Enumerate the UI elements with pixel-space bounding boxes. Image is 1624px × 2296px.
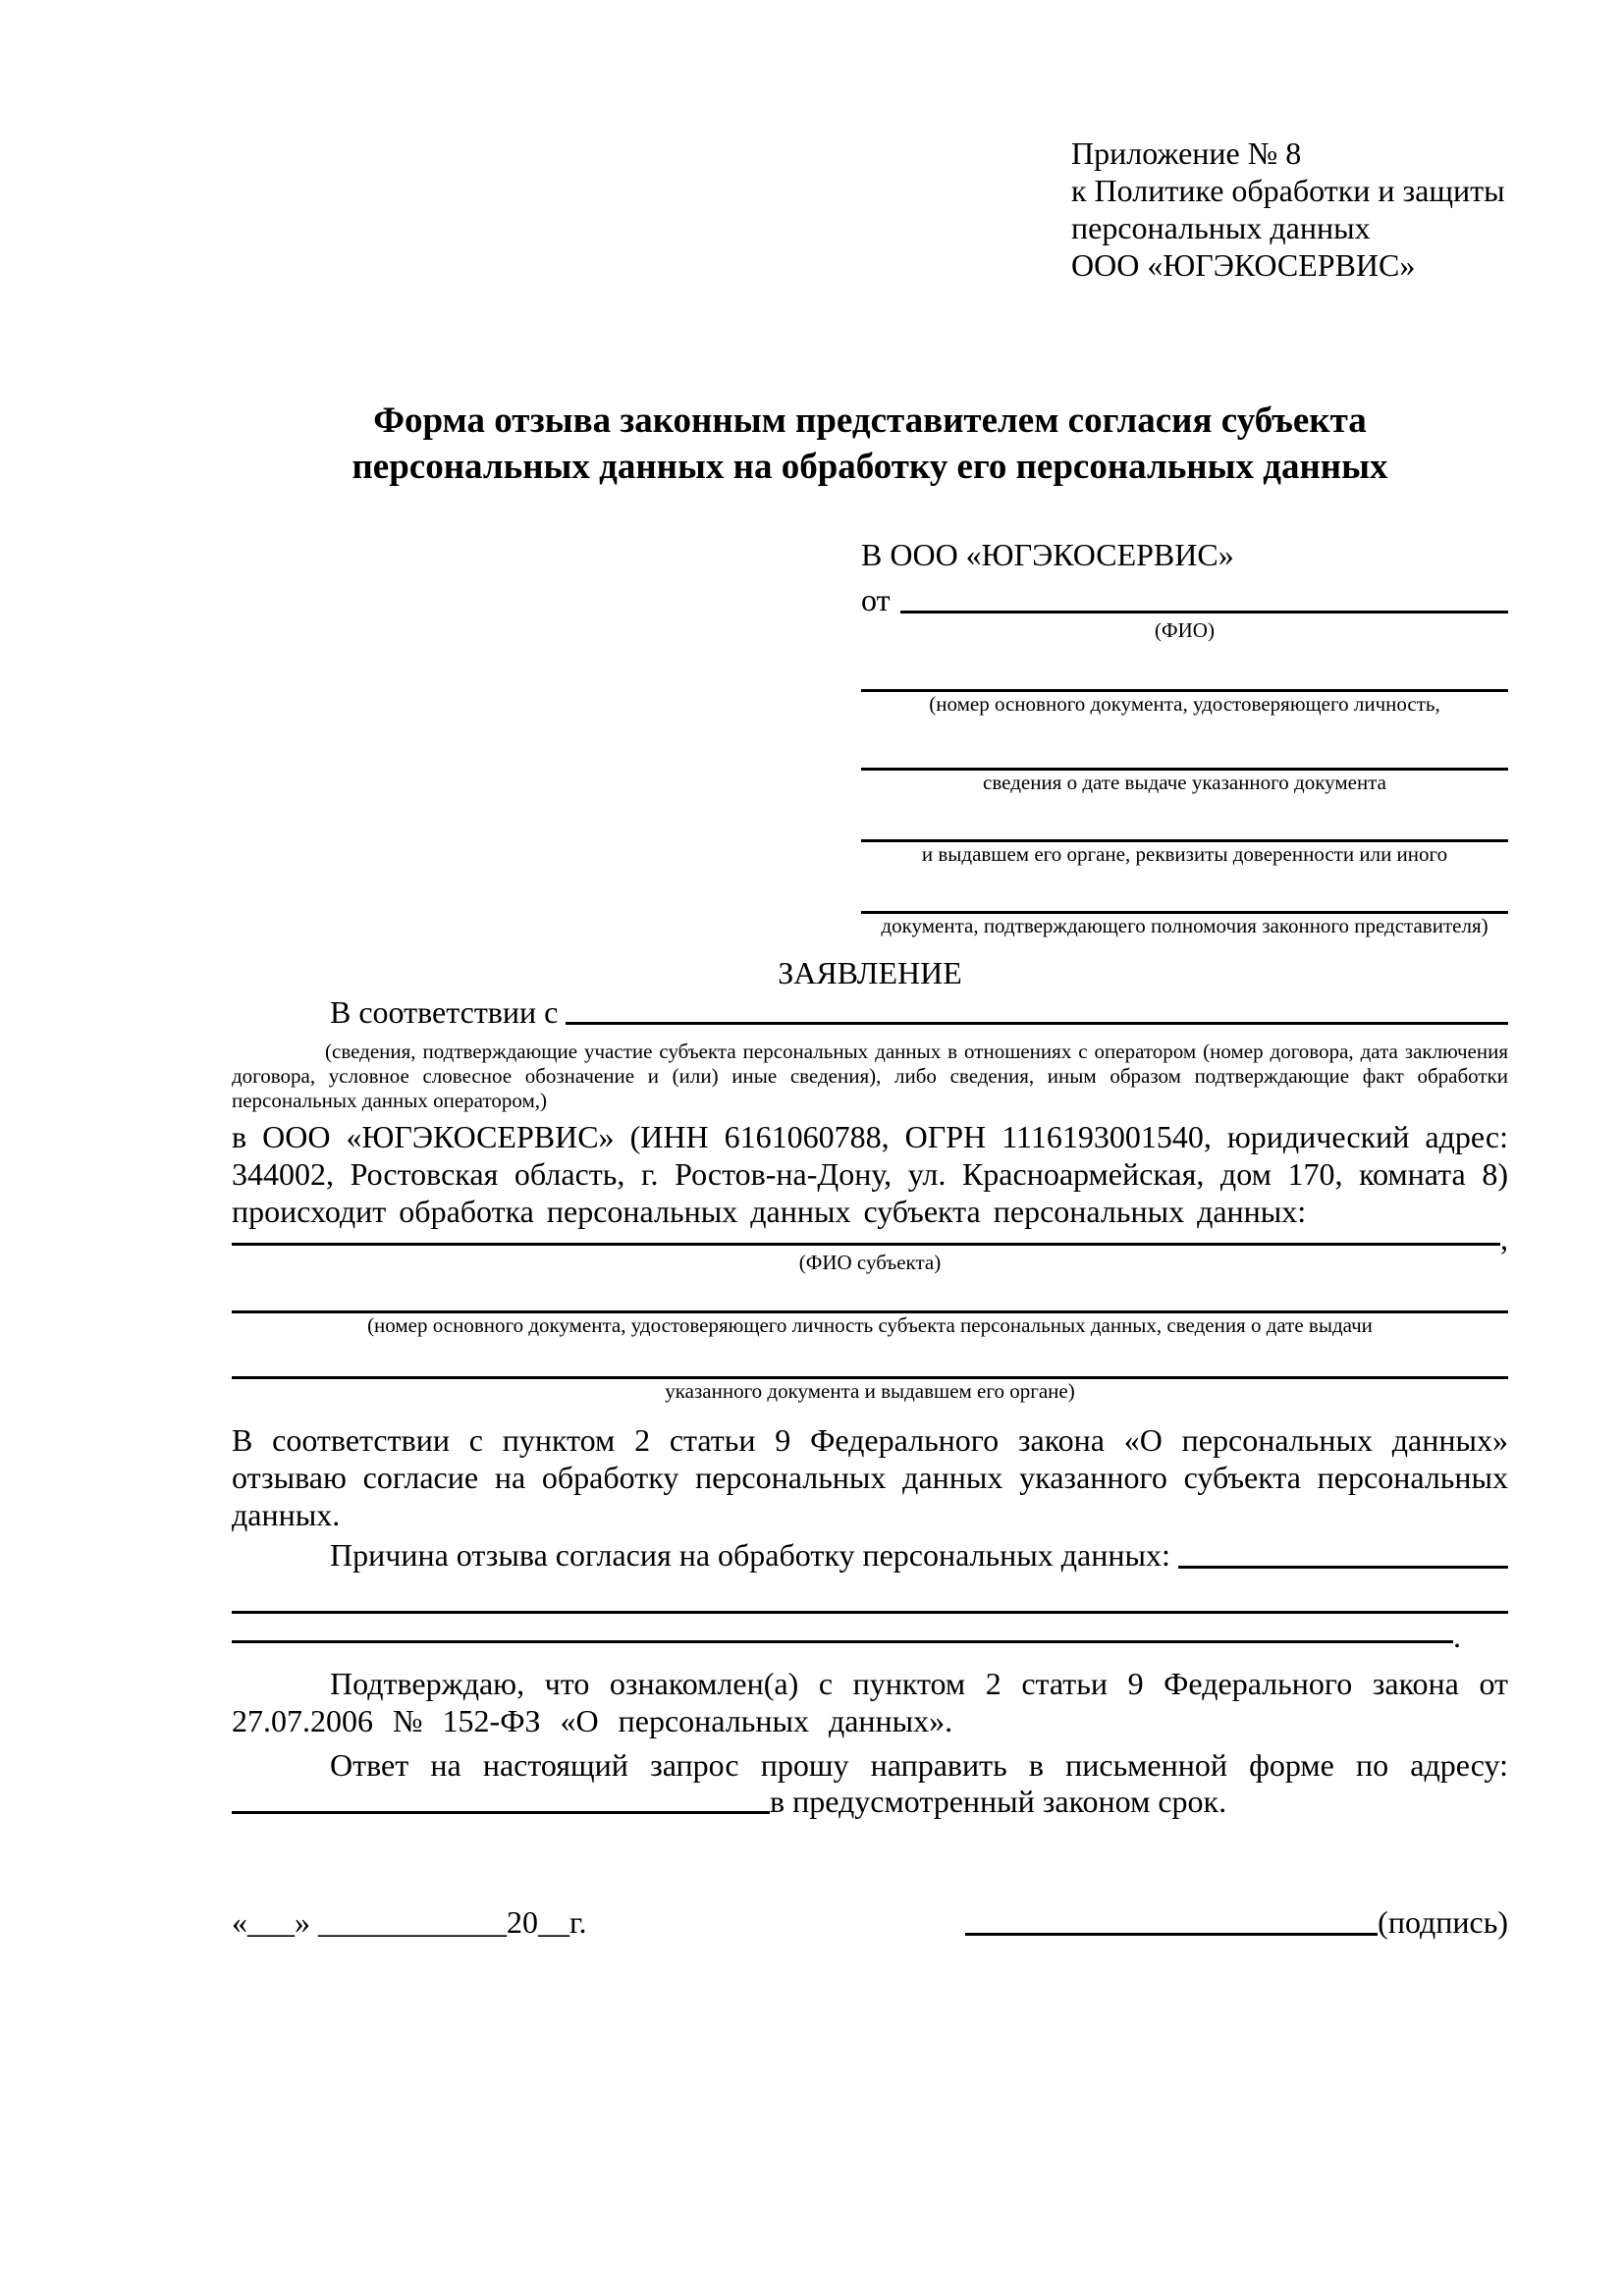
subject-fio-fill-line[interactable] [232, 1243, 1500, 1246]
document-title-line-1: Форма отзыва законным представителем согласия субъекта [373, 400, 1367, 441]
doc-fill-line-1[interactable] [861, 643, 1508, 692]
footer-row [232, 1902, 1508, 1942]
document-title-line-2: персональных данных на обработку его персональных данных [352, 447, 1388, 487]
reply-address-fill-line[interactable] [232, 1811, 770, 1814]
operator-paragraph: в ООО «ЮГЭКОСЕРВИС» (ИНН 6161060788, ОГРН 1116193001540, юридический адрес: 344002, Ростовская область, г. Ростов-на-Дону, ул. Красноармейская, дом 170, комната 8) происходит обработка персональных данных субъекта персональных данных: [232, 1119, 1508, 1229]
reason-row-3 [232, 1614, 1508, 1654]
caption-doc-3: и выдавшем его органе, реквизиты доверенности или иного [921, 842, 1448, 866]
intro-note: (сведения, подтверждающие участие субъекта персональных данных в отношениях с оператором (номер договора, дата заключения договора, условное словесное обозначение и (или) иные сведения), либо сведения, иным образом подтверждающие факт обработки персональных данных оператором,) [232, 1040, 1508, 1112]
organization-name: В ООО «ЮГЭКОСЕРВИС» [861, 537, 1234, 572]
withdraw-paragraph: В соответствии с пунктом 2 статьи 9 Федерального закона «О персональных данных» отзываю согласие на обработку персональных данных указанного субъекта персональных данных. [232, 1422, 1508, 1532]
caption-subject-fio: (ФИО субъекта) [798, 1251, 942, 1274]
intro-lead: В соответствии с [330, 994, 559, 1030]
comma: , [1500, 1221, 1508, 1256]
fio-fill-line[interactable] [900, 611, 1508, 614]
reply-line-2: в предусмотренный законом срок. [770, 1784, 1227, 1819]
document-title [232, 398, 1508, 490]
header-note [1071, 134, 1508, 284]
caption-subject-doc-1: (номер основного документа, удостоверяющего личность субъекта персональных данных, сведения о дате выдачи [367, 1313, 1373, 1337]
statement-heading: ЗАЯВЛЕНИЕ [778, 955, 962, 990]
caption-doc-2: сведения о дате выдаче указанного документа [983, 771, 1386, 794]
reason-fill-line-2[interactable] [232, 1574, 1508, 1614]
reason-fill-line-3[interactable] [232, 1640, 1453, 1643]
signature-fill-line[interactable] [965, 1933, 1378, 1936]
subject-fio-row [232, 1221, 1508, 1256]
caption-subject-doc-2: указанного документа и выдавшем его органе) [665, 1379, 1075, 1403]
signature-area [965, 1902, 1508, 1942]
caption-fio: (ФИО) [1155, 618, 1215, 642]
header-line-4: ООО «ЮГЭКОСЕРВИС» [1071, 247, 1416, 283]
doc-fill-line-2[interactable] [861, 717, 1508, 771]
date-field[interactable]: «___» ____________20__г. [232, 1904, 587, 1940]
signature-caption: (подпись) [1378, 1904, 1508, 1940]
subject-doc-fill-line-1[interactable] [232, 1275, 1508, 1313]
addressee-block [861, 535, 1508, 938]
header-line-3: персональных данных [1071, 210, 1371, 245]
reason-row [232, 1533, 1508, 1574]
header-line-2: к Политике обработки и защиты [1071, 173, 1505, 208]
reason-fill-line[interactable] [1178, 1566, 1508, 1569]
period: . [1453, 1619, 1461, 1654]
subject-doc-fill-line-2[interactable] [232, 1338, 1508, 1379]
doc-fill-line-3[interactable] [861, 795, 1508, 842]
intro-row [232, 992, 1508, 1030]
caption-doc-4: документа, подтверждающего полномочия законного представителя) [881, 914, 1489, 937]
reply-line-1: Ответ на настоящий запрос прошу направить в письменной форме по адресу: [330, 1747, 1508, 1783]
confirm-paragraph: Подтверждаю, что ознакомлен(а) с пунктом 2 статьи 9 Федерального закона от 27.07.2006 № 152-ФЗ «О персональных данных». [232, 1666, 1508, 1738]
doc-fill-line-4[interactable] [861, 867, 1508, 914]
caption-doc-1: (номер основного документа, удостоверяющего личность, [929, 692, 1440, 716]
header-line-1: Приложение № 8 [1071, 135, 1302, 171]
from-label: от [861, 582, 891, 617]
reply-row-2 [232, 1784, 1508, 1819]
reason-lead: Причина отзыва согласия на обработку персональных данных: [330, 1537, 1170, 1573]
from-row [861, 574, 1508, 618]
intro-fill-line[interactable] [566, 1022, 1508, 1025]
